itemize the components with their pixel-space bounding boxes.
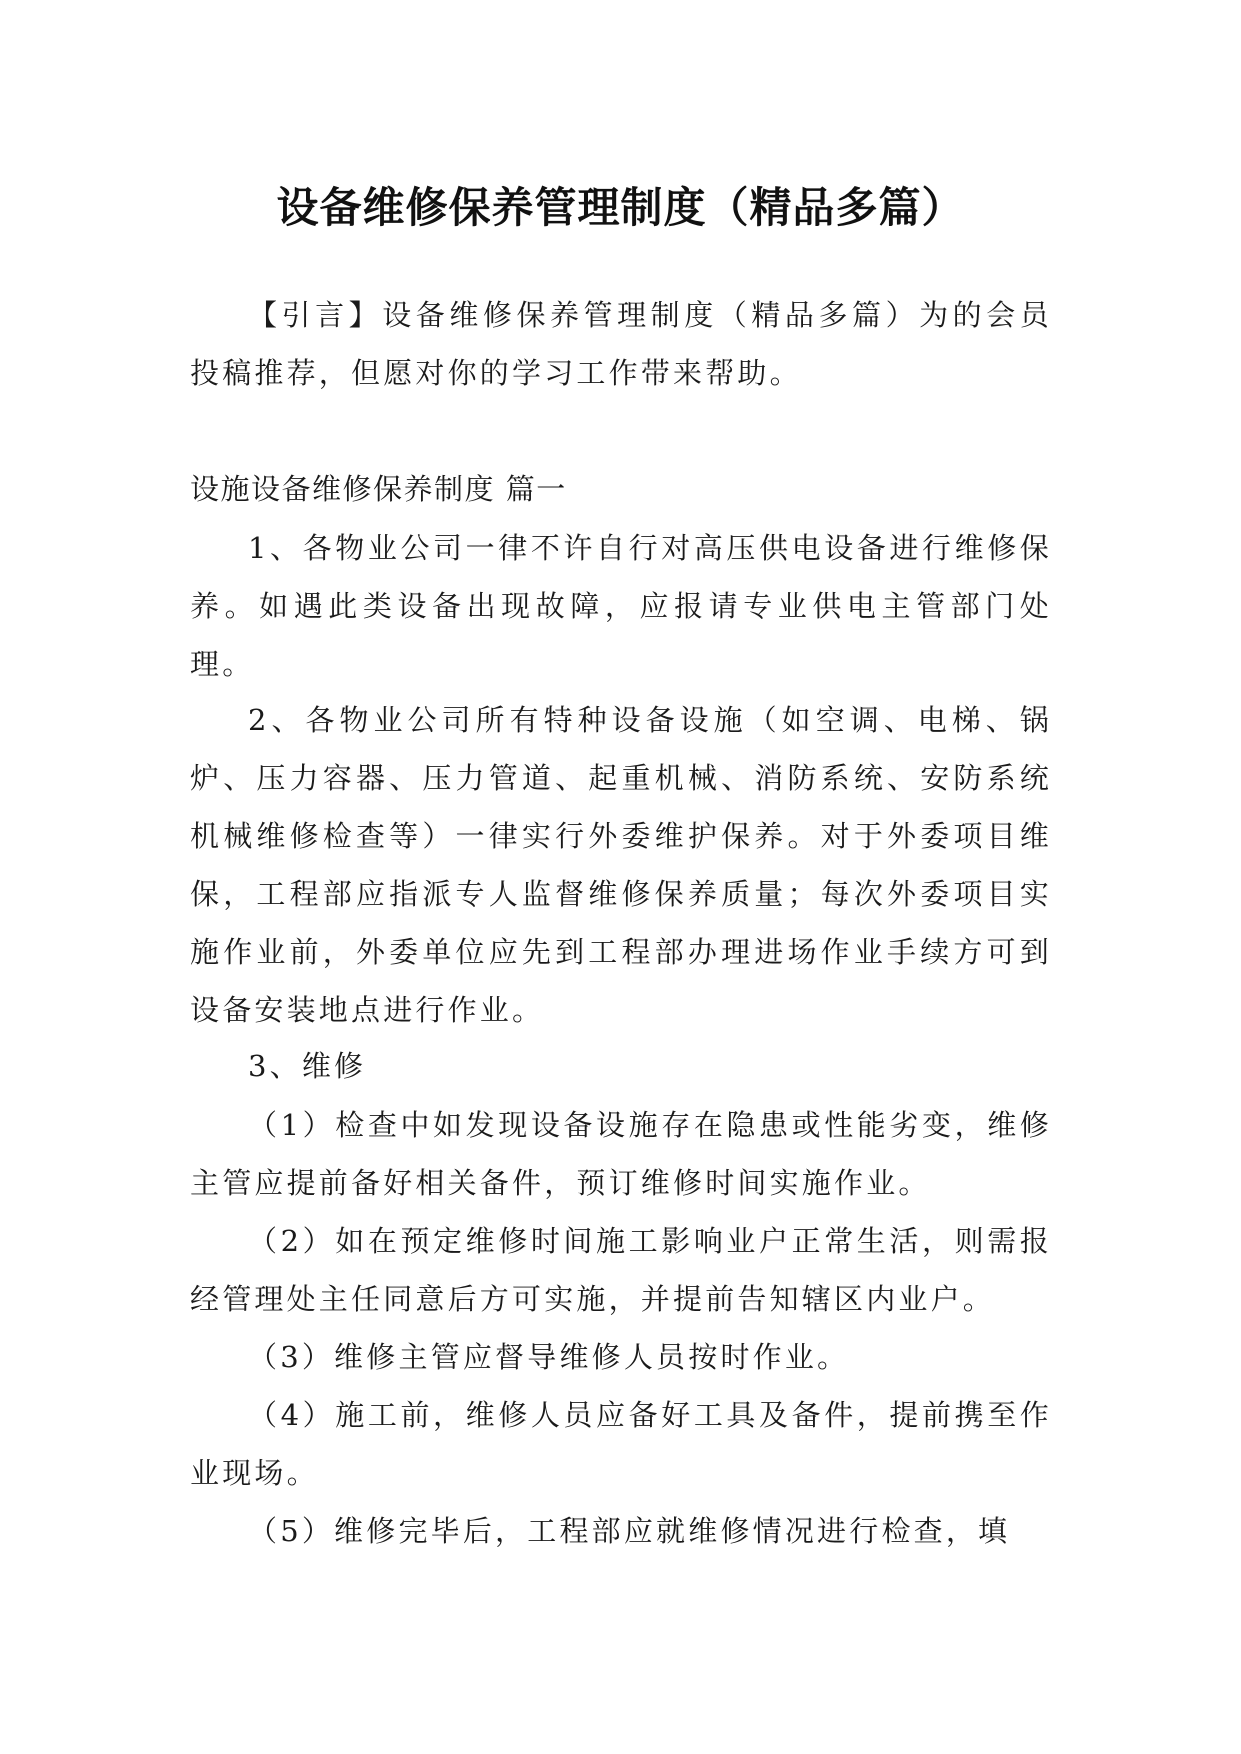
section-heading: 设施设备维修保养制度 篇一 [190, 472, 567, 506]
document-title: 设备维修保养管理制度（精品多篇） [276, 183, 965, 233]
paragraph-item-3-1: （1）检查中如发现设备设施存在隐患或性能劣变，维修主管应提前备好相关备件，预订维修时间实施作业。 [190, 1108, 1052, 1200]
paragraph-item-3-3: （3）维修主管应督导维修人员按时作业。 [248, 1340, 850, 1374]
paragraph-item-3-2: （2）如在预定维修时间施工影响业户正常生活，则需报经管理处主任同意后方可实施，并提前告知辖区内业户。 [190, 1224, 1052, 1316]
paragraph-item-1: 1、各物业公司一律不许自行对高压供电设备进行维修保养。如遇此类设备出现故障，应报请专业供电主管部门处理。 [190, 531, 1052, 681]
paragraph-item-3-5: （5）维修完毕后，工程部应就维修情况进行检查，填 [248, 1514, 1011, 1548]
intro-paragraph: 【引言】设备维修保养管理制度（精品多篇）为的会员投稿推荐，但愿对你的学习工作带来帮助。 [190, 298, 1052, 390]
paragraph-item-2: 2、各物业公司所有特种设备设施（如空调、电梯、锅炉、压力容器、压力管道、起重机械、消防系统、安防系统机械维修检查等）一律实行外委维护保养。对于外委项目维保，工程部应指派专人监督维修保养质量；每次外委项目实施作业前，外委单位应先到工程部办理进场作业手续方可到设备安装地点进行作业。 [190, 703, 1052, 1027]
paragraph-item-3-4: （4）施工前，维修人员应备好工具及备件，提前携至作业现场。 [190, 1398, 1052, 1490]
paragraph-item-3: 3、维修 [248, 1049, 367, 1083]
